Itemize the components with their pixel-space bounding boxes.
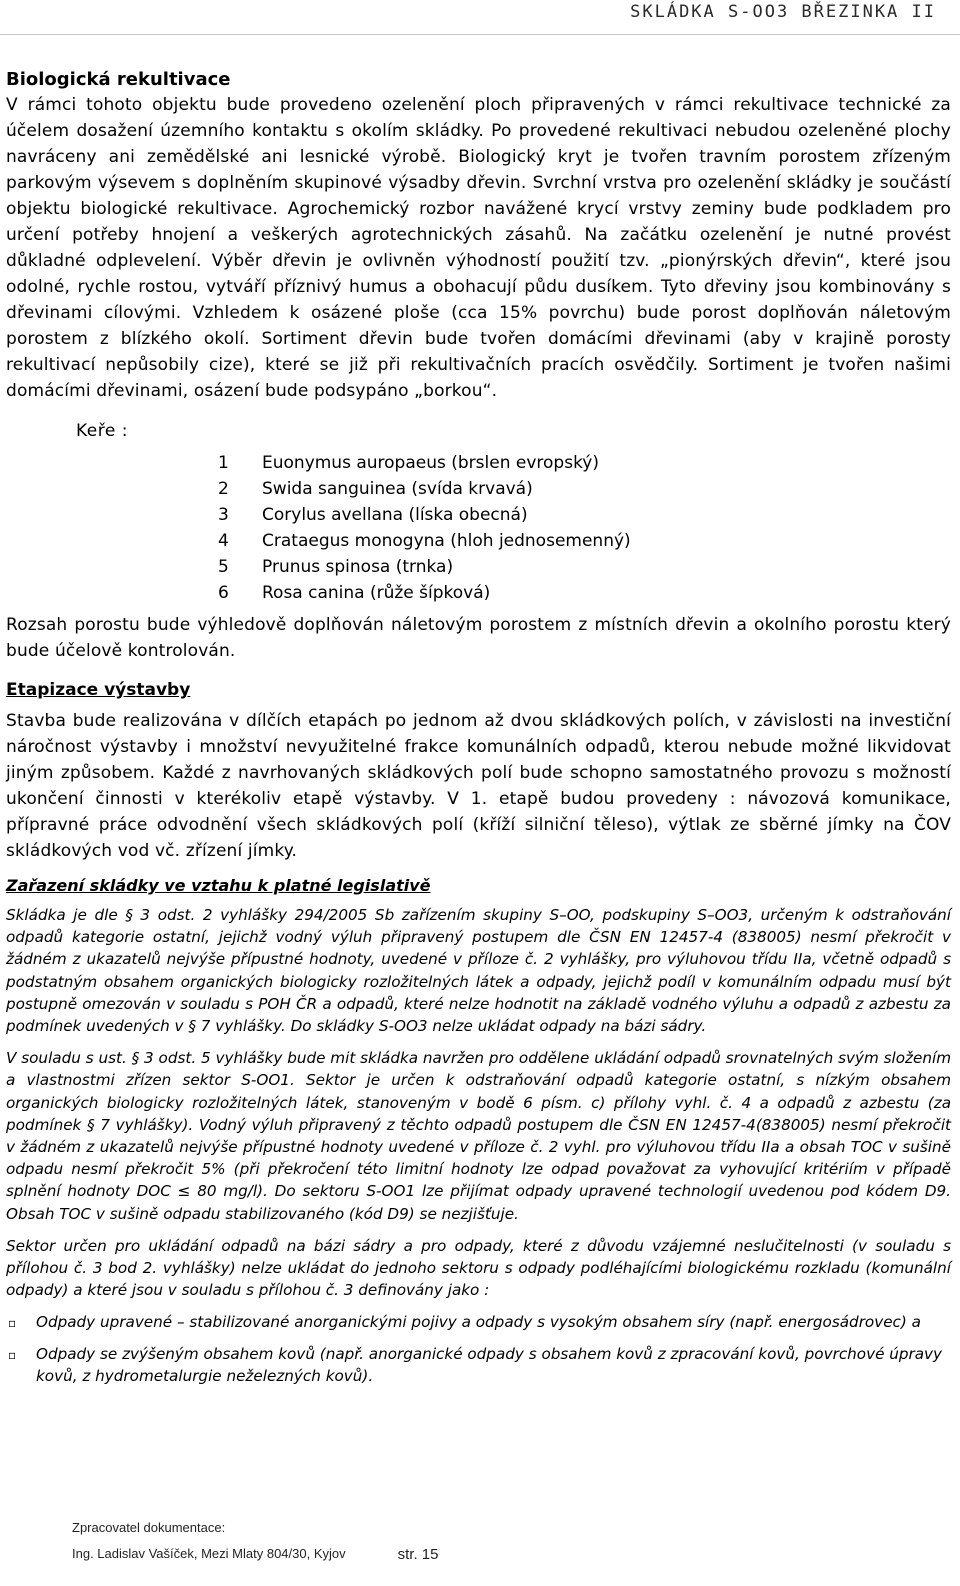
running-header: SKLÁDKA S-OO3 BŘEZINKA II [630, 2, 936, 22]
list-item [6, 1311, 951, 1334]
shrub-item [218, 476, 951, 502]
shrub-item [218, 450, 951, 476]
waste-type-list [6, 1311, 951, 1387]
paragraph-legislation-1: Skládka je dle § 3 odst. 2 vyhlášky 294/2005 Sb zařízením skupiny S–OO, podskupiny S–OO3, určeným k odstraňování odpadů kategorie ostatní, jejichž vodný výluh připravený postupem dle ČSN EN 12457-4 (838005) nesmí překročit v žádném z ukazatelů nejvýše přípustné hodnoty, uvedené v příloze č. 2 vyhlášky, pro výluhovou třídu IIa, včetně odpadů s podstatným obsahem organických biologicky rozložitelných látek a odpady, jejichž podíl v komunálním odpadu musí být postupně omezován v souladu s POH ČR a odpadů, které nelze hodnotit na základě vodného výluhu a odpadů z azbestu za podmínek uvedených v § 7 vyhlášky. Do skládky S-OO3 nelze ukládat odpady na bázi sádry. [6, 906, 951, 1036]
paragraph-legislation-2: V souladu s ust. § 3 odst. 5 vyhlášky bude mit skládka navržen pro oddělene ukládání odpadů srovnatelných svým složením a vlastnostmi zřízen sektor S-OO1. Sektor je určen k odstraňování odpadů kategorie ostatní, s nízkým obsahem organických biologicky rozložitelných látek, stanoveným v bodě 6 písm. c) přílohy vyhl. č. 4 a odpadů z azbestu (za podmínek § 7 vyhlášky). Vodný výluh připravený z těchto odpadů postupem dle ČSN EN 12457-4(838005) nesmí překročit v žádném z ukazatelů nejvýše přípustné hodnoty uvedené v příloze č. 2 vyhl. pro výluhovou třídu IIa a obsah TOC v sušině odpadu nesmí překročit 5% (při překročení této limitní hodnoty lze odpad považovat za vyhovující kritériím v případě splnění hodnoty DOC ≤ 80 mg/l). Do sektoru S-OO1 lze přijímat odpady upravené technologií uvedenou pod kódem D9. Obsah TOC v sušině odpadu stabilizovaného (kód D9) se nezjišťuje. [6, 1049, 951, 1223]
shrub-name: Swida sanguinea (svída krvavá) [262, 479, 533, 499]
square-bullet-icon: ▫ [8, 1347, 17, 1362]
list-item [6, 1343, 951, 1387]
document-body [6, 68, 951, 1395]
paragraph-staging: Stavba bude realizována v dílčích etapách po jednom až dvou skládkových polích, v závislosti na investiční náročnost výstavby i množství nevyužitelné frakce komunálních odpadů, kterou nebude možné likvidovat jiným způsobem. Každé z navrhovaných skládkových polí bude schopno samostatného provozu s možností ukončení činnosti v kterékoliv etapě výstavby. V 1. etapě budou provedeny : návozová komunikace, přípravné práce odvodnění všech skládkových polí (kříží silniční těleso), výtlak ze sběrné jímky na ČOV skládkových vod vč. zřízení jímky. [6, 711, 951, 861]
section-title-biological-reclamation: Biologická rekultivace [6, 69, 231, 90]
footer-author-label: Zpracovatel dokumentace: [72, 1520, 226, 1535]
square-bullet-icon: ▫ [8, 1316, 17, 1331]
shrub-number: 3 [218, 505, 229, 525]
shrub-name: Euonymus auropaeus (brslen evropský) [262, 453, 600, 473]
section-title-staging: Etapizace výstavby [6, 680, 191, 700]
list-item-text: Odpady upravené – stabilizované anorganickými pojivy a odpady s vysokým obsahem síry (např. energosádrovec) a [36, 1313, 921, 1332]
section-title-legislation: Zařazení skládky ve vztahu k platné legislativě [6, 876, 431, 895]
shrub-name: Prunus spinosa (trnka) [262, 557, 454, 577]
shrub-item [218, 580, 951, 606]
shrub-item [218, 554, 951, 580]
paragraph-biological-reclamation: V rámci tohoto objektu bude provedeno ozelenění ploch připravených v rámci rekultivace technické za účelem dosažení územního kontaktu s okolím skládky. Po provedené rekultivaci nebudou ozeleněné plochy navráceny ani zemědělské ani lesnické výrobě. Biologický kryt je tvořen travním porostem zřízeným parkovým výsevem s doplněním skupinové výsadby dřevin. Svrchní vrstva pro ozelenění skládky je součástí objektu biologické rekultivace. Agrochemický rozbor navážené krycí vrstvy zeminy bude podkladem pro určení potřeby hnojení a veškerých agrotechnických zásahů. Na začátku ozelenění je nutné provést důkladné odplevelení. Výběr dřevin je ovlivněn výhodností použití tzv. „pionýrských dřevin“, které jsou odolné, rychle rostou, vytváří příznivý humus a obohacují půdu dusíkem. Tyto dřeviny jsou kombinovány s dřevinami cílovými. Vzhledem k osázené ploše (cca 15% povrchu) bude porost doplňován náletovým porostem z blízkého okolí. Sortiment dřevin bude tvořen domácími dřevinami (aby v krajině porosty rekultivací nepůsobily cize), které se již při rekultivačních pracích osvědčily. Sortiment je tvořen našimi domácími dřevinami, osázení bude podsypáno „borkou“. [6, 95, 951, 401]
shrub-number: 4 [218, 531, 229, 551]
shrub-name: Crataegus monogyna (hloh jednosemenný) [262, 531, 631, 551]
shrub-name: Corylus avellana (líska obecná) [262, 505, 528, 525]
paragraph-growth-extent: Rozsah porostu bude výhledově doplňován náletovým porostem z místních dřevin a okolního porostu který bude účelově kontrolován. [6, 615, 951, 661]
paragraph-legislation-3: Sektor určen pro ukládání odpadů na bázi sádry a pro odpady, které z důvodu vzájemné neslučitelnosti (v souladu s přílohou č. 3 bod 2. vyhlášky) nelze ukládat do jednoho sektoru s odpady podléhajícími biologickému rozkladu (komunální odpady) a které jsou v souladu s přílohou č. 3 definovány jako : [6, 1236, 951, 1300]
list-item-text: Odpady se zvýšeným obsahem kovů (např. anorganické odpady s obsahem kovů z zpracování kovů, povrchové úpravy kovů, z hydrometalurgie neželezných kovů). [36, 1344, 943, 1385]
footer-author-address: Ing. Ladislav Vašíček, Mezi Mlaty 804/30, Kyjov [72, 1546, 346, 1561]
shrub-number: 5 [218, 557, 229, 577]
shrub-list [218, 450, 951, 606]
shrub-name: Rosa canina (růže šípková) [262, 583, 491, 603]
shrub-number: 6 [218, 583, 229, 603]
page-footer [72, 1518, 438, 1563]
shrub-number: 1 [218, 453, 229, 473]
shrub-item [218, 502, 951, 528]
shrub-item [218, 528, 951, 554]
page-number: str. 15 [397, 1546, 439, 1563]
shrubs-label: Keře : [76, 421, 128, 441]
header-divider [0, 34, 960, 35]
shrub-number: 2 [218, 479, 229, 499]
